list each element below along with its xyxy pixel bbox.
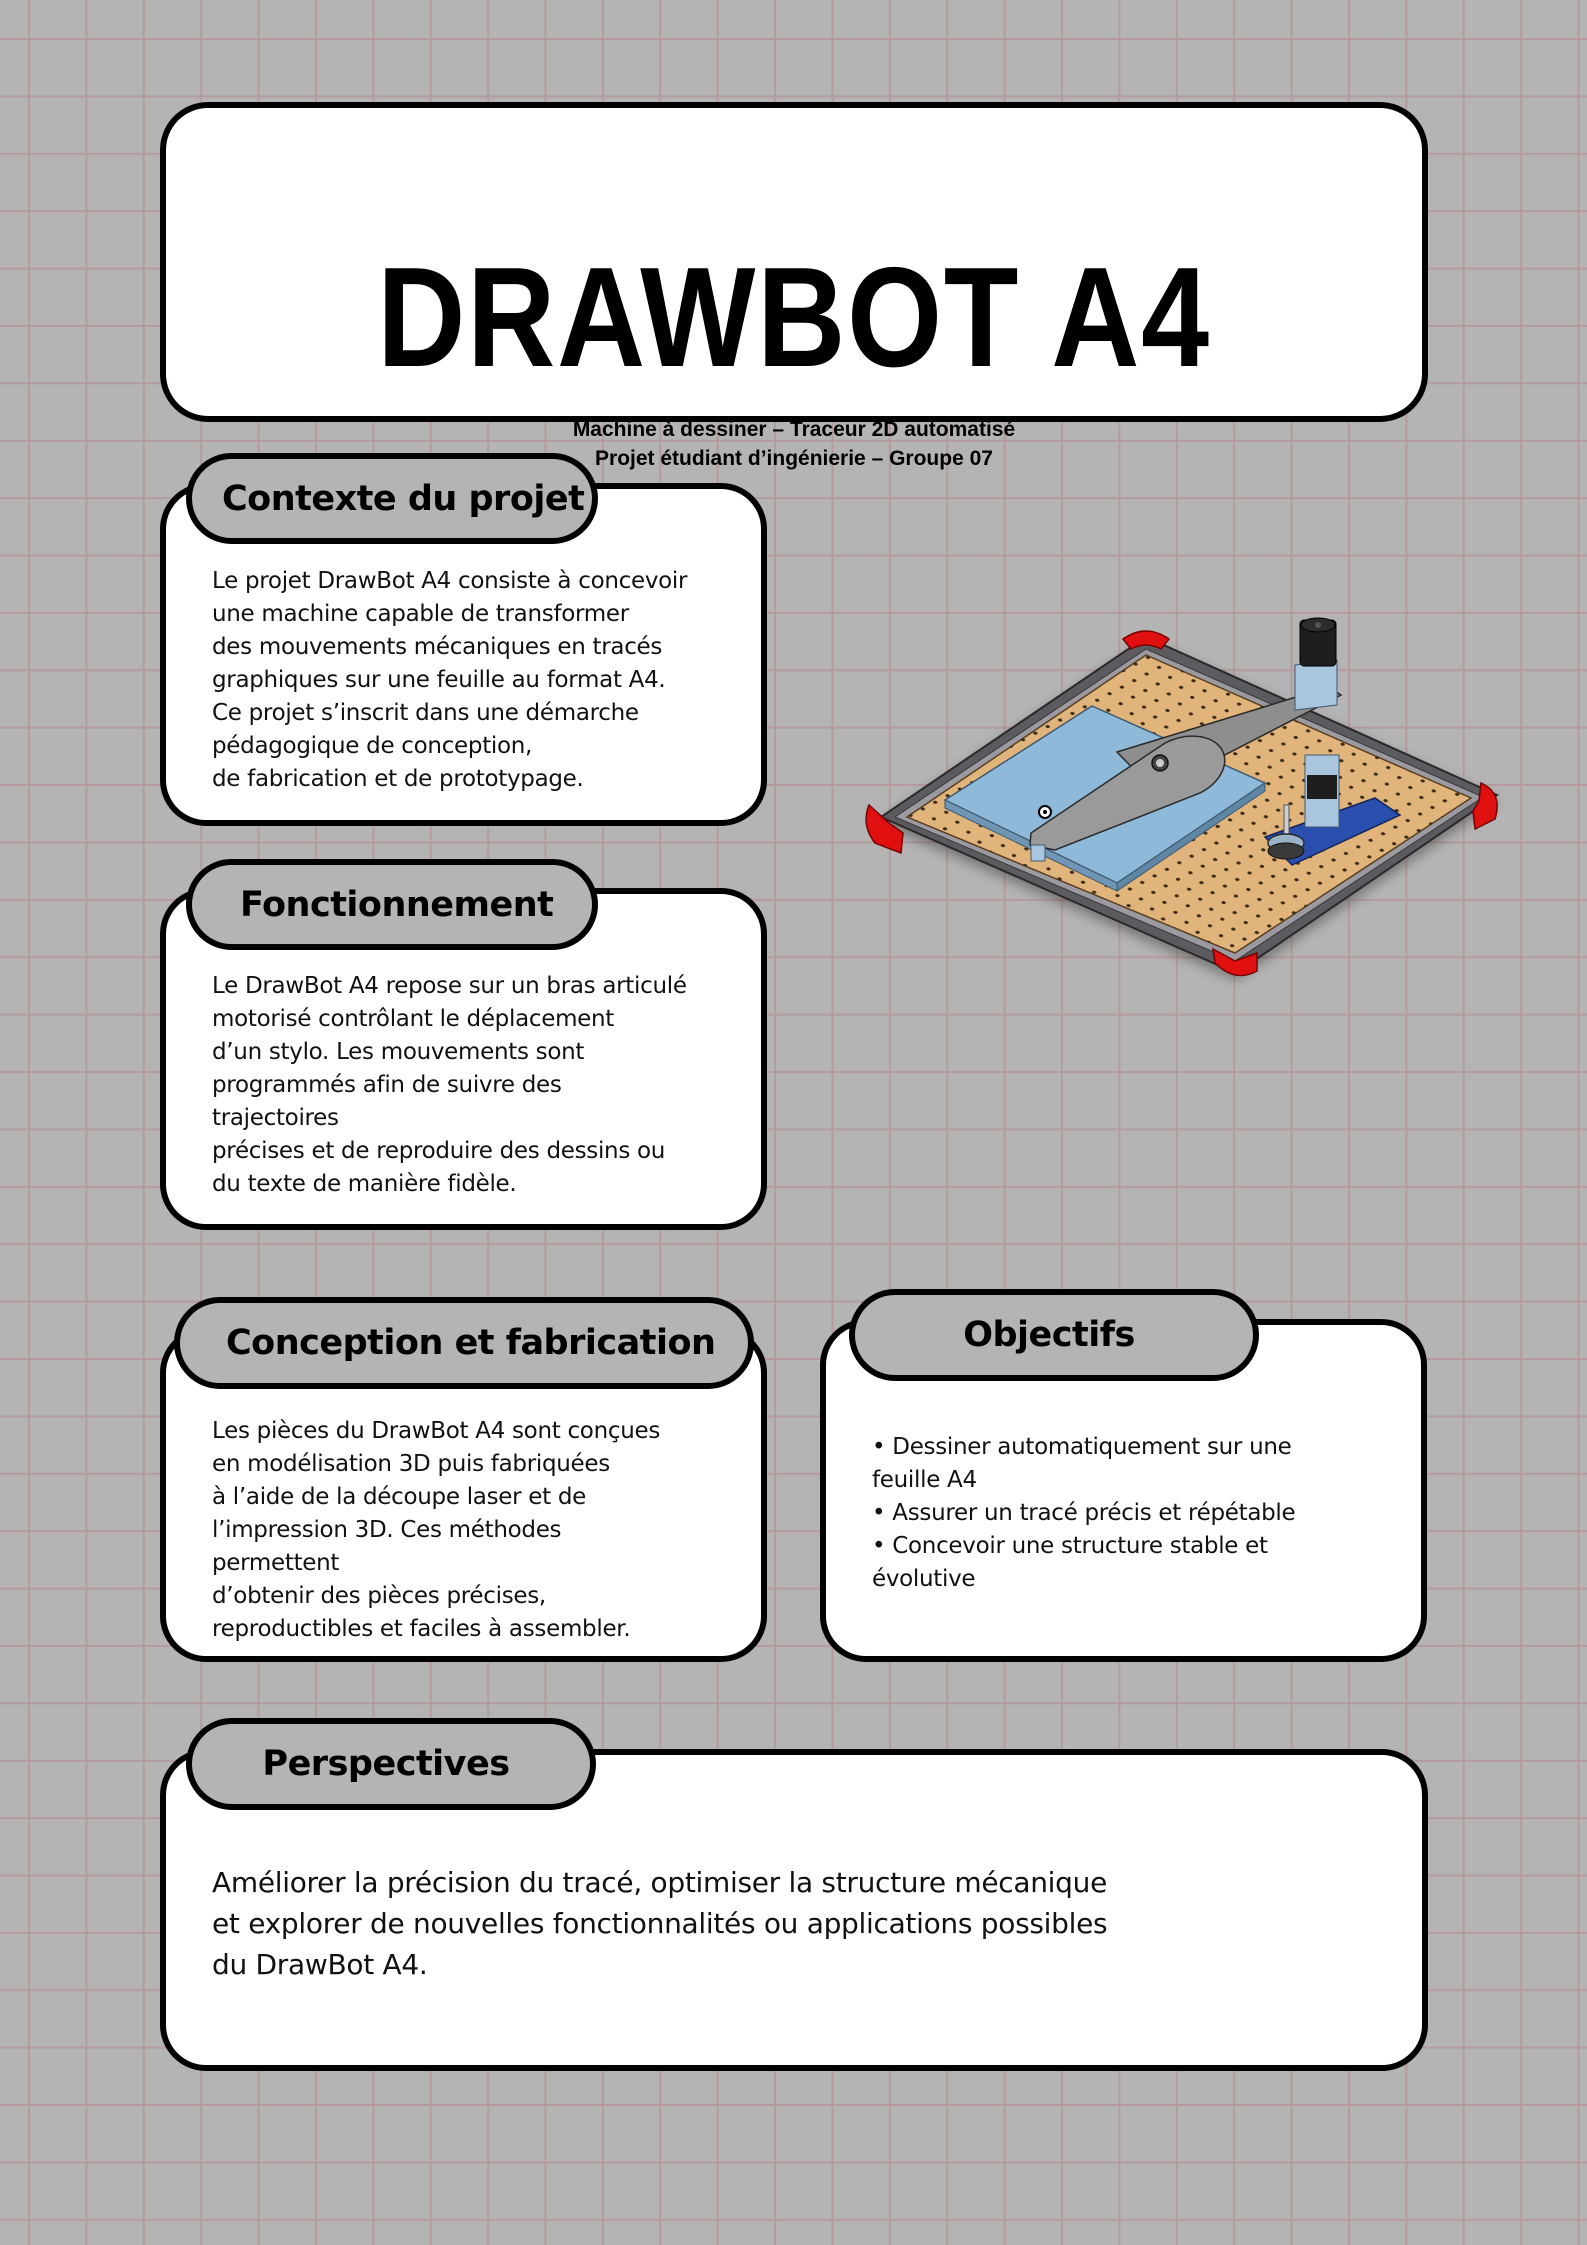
text-line: l’impression 3D. Ces méthodes	[212, 1517, 562, 1543]
objectifs-heading: Objectifs	[963, 1315, 1135, 1355]
list-item: • Assurer un tracé précis et répétable	[872, 1500, 1296, 1526]
contexte-heading: Contexte du projet	[222, 478, 585, 519]
fonctionnement-body	[212, 970, 687, 1201]
subtitle-line-2: Projet étudiant d’ingénierie – Groupe 07	[595, 447, 993, 470]
fonctionnement-heading-pill	[186, 859, 598, 950]
subtitle-line-1: Machine à dessiner – Traceur 2D automatisé	[572, 418, 1016, 441]
header-card	[160, 102, 1428, 470]
conception-heading: Conception et fabrication	[226, 1323, 716, 1363]
text-line: Les pièces du DrawBot A4 sont conçues	[212, 1418, 661, 1444]
fonctionnement-heading: Fonctionnement	[240, 884, 554, 925]
text-line: Le DrawBot A4 repose sur un bras articulé	[212, 973, 687, 999]
text-line: graphiques sur une feuille au format A4.	[212, 667, 666, 693]
text-line: programmés afin de suivre des	[212, 1072, 562, 1098]
text-line: permettent	[212, 1550, 340, 1576]
perspectives-heading: Perspectives	[262, 1744, 510, 1784]
text-line: d’obtenir des pièces précises,	[212, 1583, 546, 1609]
text-line: du texte de manière fidèle.	[212, 1171, 517, 1197]
text-line: Ce projet s’inscrit dans une démarche	[212, 700, 639, 726]
text-line: motorisé contrôlant le déplacement	[212, 1006, 615, 1032]
objectifs-heading-pill	[849, 1289, 1259, 1381]
text-line: trajectoires	[212, 1105, 339, 1131]
list-item: • Dessiner automatiquement sur une	[872, 1434, 1292, 1460]
text-line: du DrawBot A4.	[212, 1948, 428, 1981]
contexte-body	[212, 565, 687, 796]
text-line: pédagogique de conception,	[212, 733, 533, 759]
list-item-continuation: feuille A4	[872, 1467, 977, 1493]
conception-body	[212, 1415, 660, 1646]
drawbot-render-image	[855, 615, 1520, 1005]
text-line: des mouvements mécaniques en tracés	[212, 634, 663, 660]
text-line: en modélisation 3D puis fabriquées	[212, 1451, 610, 1477]
text-line: et explorer de nouvelles fonctionnalités ou applications possibles	[212, 1907, 1108, 1940]
text-line: Améliorer la précision du tracé, optimiser la structure mécanique	[212, 1866, 1107, 1899]
text-line: Le projet DrawBot A4 consiste à concevoir	[212, 568, 688, 594]
perspectives-heading-pill	[186, 1718, 596, 1810]
text-line: de fabrication et de prototypage.	[212, 766, 584, 792]
perspectives-body	[212, 1862, 1107, 1985]
text-line: précises et de reproduire des dessins ou	[212, 1138, 666, 1164]
text-line: une machine capable de transformer	[212, 601, 629, 627]
text-line: à l’aide de la découpe laser et de	[212, 1484, 587, 1510]
text-line: reproductibles et faciles à assembler.	[212, 1616, 631, 1642]
text-line: d’un stylo. Les mouvements sont	[212, 1039, 585, 1065]
conception-heading-pill	[174, 1297, 754, 1389]
list-item: • Concevoir une structure stable et	[872, 1533, 1268, 1559]
list-item-continuation: évolutive	[872, 1566, 976, 1592]
page-title: DRAWBOT A4	[377, 238, 1211, 397]
drawbot-3d-icon	[855, 615, 1520, 1005]
contexte-heading-pill	[186, 453, 598, 544]
objectifs-list	[872, 1431, 1295, 1596]
